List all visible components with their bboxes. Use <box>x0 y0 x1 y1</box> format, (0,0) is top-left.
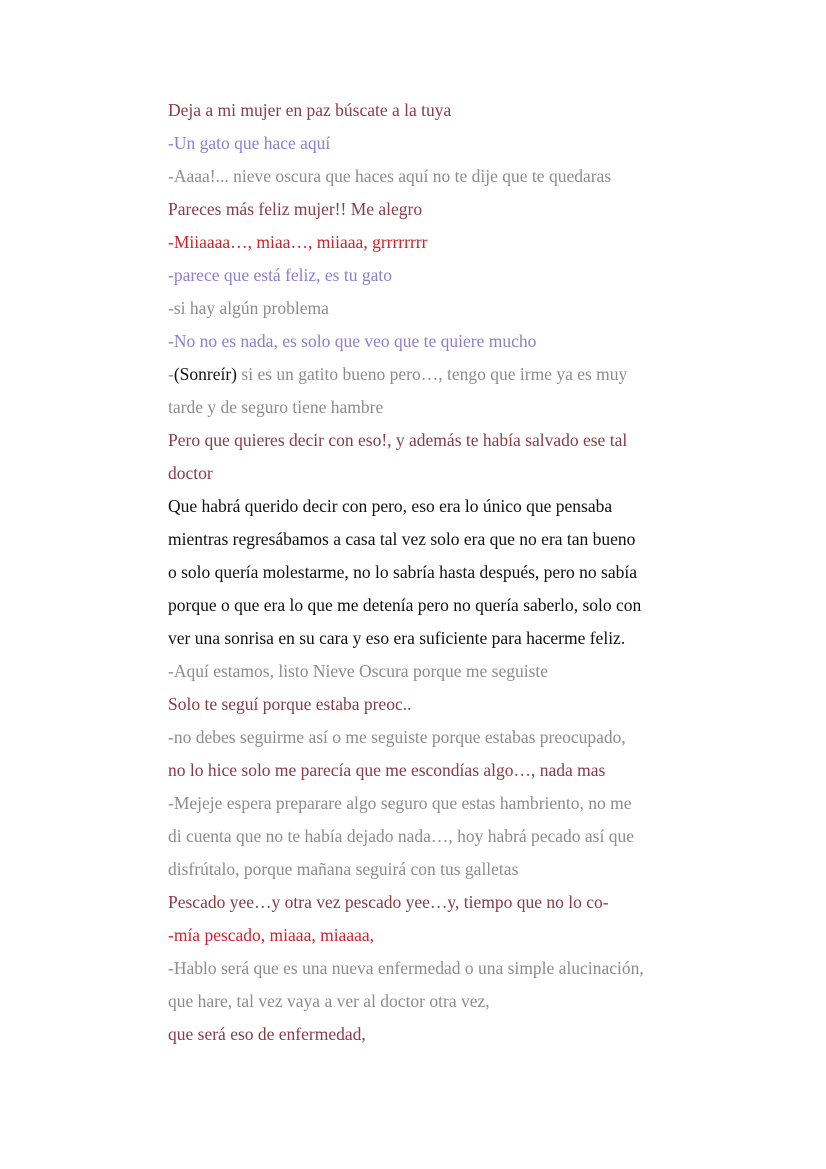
text-line: doctor <box>168 463 213 483</box>
text-line: que será eso de enfermedad, <box>168 1024 366 1044</box>
text-line: tarde y de seguro tiene hambre <box>168 397 384 417</box>
text-line: -Un gato que hace aquí <box>168 133 331 153</box>
text-line <box>168 358 728 391</box>
text-line: que hare, tal vez vaya a ver al doctor otra vez, <box>168 991 490 1011</box>
text-line: -Miiaaaa…, miaa…, miiaaa, grrrrrrrr <box>168 232 428 252</box>
text-line: mientras regresábamos a casa tal vez solo era que no era tan bueno <box>168 529 636 549</box>
text-line: disfrútalo, porque mañana seguirá con tus galletas <box>168 859 519 879</box>
text-line: Pareces más feliz mujer!! Me alegro <box>168 199 423 219</box>
text-line: -Aaaa!... nieve oscura que haces aquí no te dije que te quedaras <box>168 166 612 186</box>
text-line: -mía pescado, miaaa, miaaaa, <box>168 925 375 945</box>
text-line: no lo hice solo me parecía que me escondías algo…, nada mas <box>168 760 606 780</box>
text-line: Que habrá querido decir con pero, eso era lo único que pensaba <box>168 496 613 516</box>
text-line: -Hablo será que es una nueva enfermedad o una simple alucinación, <box>168 958 644 978</box>
text-line: -Aquí estamos, listo Nieve Oscura porque me seguiste <box>168 661 549 681</box>
text-segment: - <box>168 364 174 384</box>
text-line: -si hay algún problema <box>168 298 329 318</box>
text-line: Deja a mi mujer en paz búscate a la tuya <box>168 100 452 120</box>
text-line: -no debes seguirme así o me seguiste porque estabas preocupado, <box>168 727 626 747</box>
text-line: -Mejeje espera preparare algo seguro que estas hambriento, no me <box>168 793 632 813</box>
text-line: porque o que era lo que me detenía pero no quería saberlo, solo con <box>168 595 642 615</box>
text-line: Solo te seguí porque estaba preoc.. <box>168 694 412 714</box>
text-segment: (Sonreír) <box>173 364 238 384</box>
text-line: di cuenta que no te había dejado nada…, hoy habrá pecado así que <box>168 826 634 846</box>
text-segment: si es un gatito bueno pero…, tengo que irme ya es muy <box>237 364 628 384</box>
text-line: Pero que quieres decir con eso!, y además te había salvado ese tal <box>168 430 628 450</box>
text-line: ver una sonrisa en su cara y eso era suficiente para hacerme feliz. <box>168 628 626 648</box>
document-page <box>168 94 728 1051</box>
text-line: -No no es nada, es solo que veo que te quiere mucho <box>168 331 537 351</box>
text-line: -parece que está feliz, es tu gato <box>168 265 392 285</box>
text-line: o solo quería molestarme, no lo sabría hasta después, pero no sabía <box>168 562 637 582</box>
text-line: Pescado yee…y otra vez pescado yee…y, tiempo que no lo co- <box>168 892 609 912</box>
